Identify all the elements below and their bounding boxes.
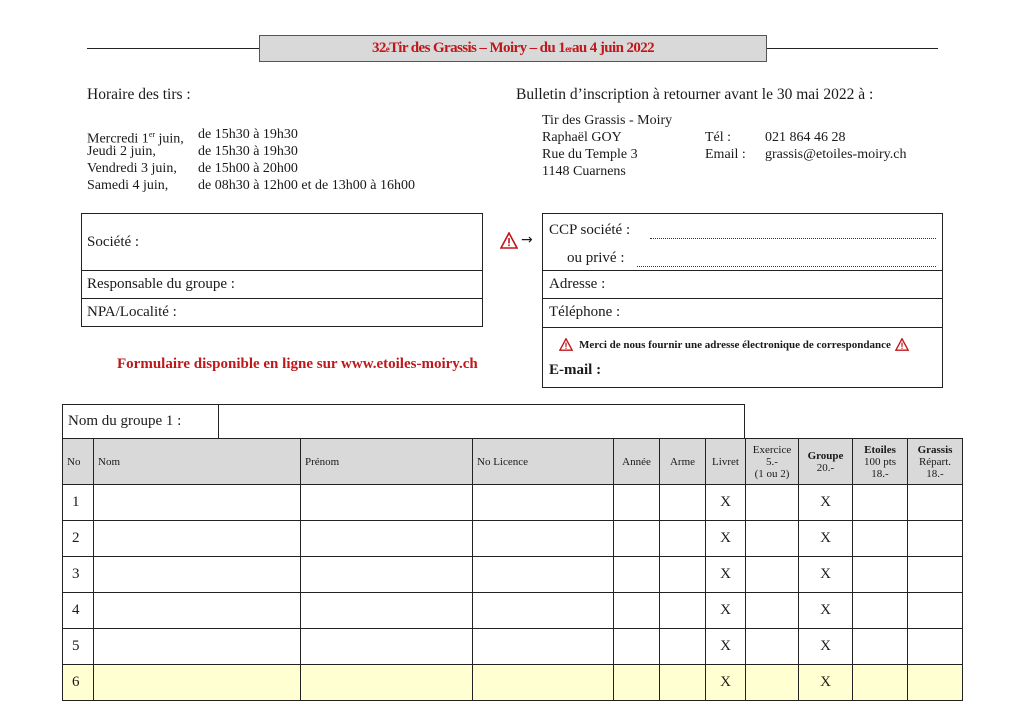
schedule-time: de 08h30 à 12h00 et de 13h00 à 16h00 xyxy=(198,178,415,193)
telephone-field[interactable]: Téléphone : xyxy=(549,304,621,320)
licence-cell[interactable] xyxy=(473,629,614,665)
table-row xyxy=(63,557,963,593)
arme-cell[interactable] xyxy=(660,593,706,629)
nom-cell[interactable] xyxy=(94,557,301,593)
table-row xyxy=(63,485,963,521)
responsable-field[interactable]: Responsable du groupe : xyxy=(87,276,235,292)
groupe-cell: X xyxy=(799,629,853,665)
arme-cell[interactable] xyxy=(660,665,706,701)
tel-label: Tél : xyxy=(705,130,732,145)
col-annee: Année xyxy=(614,439,660,485)
warning-icon xyxy=(500,232,518,249)
group-name-row xyxy=(62,404,745,439)
prenom-cell[interactable] xyxy=(301,485,473,521)
groupe-cell: X xyxy=(799,557,853,593)
bulletin-address-line: 1148 Cuarnens xyxy=(542,164,626,179)
npa-localite-field[interactable]: NPA/Localité : xyxy=(87,304,177,320)
annee-cell[interactable] xyxy=(614,665,660,701)
schedule-day: Jeudi 2 juin, xyxy=(87,144,156,159)
col-etoiles: Etoiles 100 pts 18.- xyxy=(853,439,908,485)
annee-cell[interactable] xyxy=(614,593,660,629)
etoiles-cell[interactable] xyxy=(853,593,908,629)
prenom-cell[interactable] xyxy=(301,593,473,629)
etoiles-cell[interactable] xyxy=(853,665,908,701)
email-field[interactable]: E-mail : xyxy=(549,362,602,378)
prenom-cell[interactable] xyxy=(301,557,473,593)
grassis-cell[interactable] xyxy=(908,521,963,557)
row-number: 4 xyxy=(63,593,94,629)
licence-cell[interactable] xyxy=(473,665,614,701)
nom-cell[interactable] xyxy=(94,521,301,557)
warning-arrow xyxy=(500,232,540,252)
licence-cell[interactable] xyxy=(473,593,614,629)
group-name-input[interactable] xyxy=(218,405,745,438)
arme-cell[interactable] xyxy=(660,485,706,521)
exercice-cell[interactable] xyxy=(746,485,799,521)
row-number: 6 xyxy=(63,665,94,701)
exercice-cell[interactable] xyxy=(746,665,799,701)
annee-cell[interactable] xyxy=(614,557,660,593)
row-number: 3 xyxy=(63,557,94,593)
arme-cell[interactable] xyxy=(660,521,706,557)
groupe-cell: X xyxy=(799,521,853,557)
adresse-field[interactable]: Adresse : xyxy=(549,276,606,292)
exercice-cell[interactable] xyxy=(746,521,799,557)
licence-cell[interactable] xyxy=(473,557,614,593)
col-exercice: Exercice 5.- (1 ou 2) xyxy=(746,439,799,485)
societe-field[interactable]: Société : xyxy=(87,234,140,250)
divider xyxy=(82,270,482,271)
col-livret: Livret xyxy=(706,439,746,485)
bulletin-address-line: Tir des Grassis - Moiry xyxy=(542,113,673,128)
prenom-cell[interactable] xyxy=(301,629,473,665)
annee-cell[interactable] xyxy=(614,521,660,557)
licence-cell[interactable] xyxy=(473,485,614,521)
etoiles-cell[interactable] xyxy=(853,557,908,593)
col-prenom: Prénom xyxy=(301,439,473,485)
tel-value: 021 864 46 28 xyxy=(765,130,846,145)
arme-cell[interactable] xyxy=(660,557,706,593)
divider xyxy=(543,298,942,299)
email-label: Email : xyxy=(705,147,746,162)
groupe-cell: X xyxy=(799,485,853,521)
schedule-heading: Horaire des tirs : xyxy=(87,86,191,103)
grassis-cell[interactable] xyxy=(908,629,963,665)
schedule-day: Mercredi 1er juin, xyxy=(87,130,184,147)
group-name-label: Nom du groupe 1 : xyxy=(68,413,182,429)
exercice-cell[interactable] xyxy=(746,629,799,665)
etoiles-cell[interactable] xyxy=(853,485,908,521)
groupe-cell: X xyxy=(799,665,853,701)
prenom-cell[interactable] xyxy=(301,521,473,557)
schedule-time: de 15h30 à 19h30 xyxy=(198,127,298,142)
nom-cell[interactable] xyxy=(94,629,301,665)
col-no: No xyxy=(63,439,94,485)
livret-cell: X xyxy=(706,665,746,701)
grassis-cell[interactable] xyxy=(908,485,963,521)
col-groupe: Groupe 20.- xyxy=(799,439,853,485)
row-number: 5 xyxy=(63,629,94,665)
nom-cell[interactable] xyxy=(94,665,301,701)
warning-icon xyxy=(559,338,573,351)
ccp-prive-line[interactable] xyxy=(637,266,936,267)
title-rule-left xyxy=(87,48,259,49)
livret-cell: X xyxy=(706,557,746,593)
grassis-cell[interactable] xyxy=(908,593,963,629)
table-row xyxy=(63,629,963,665)
col-licence: No Licence xyxy=(473,439,614,485)
group-info-box xyxy=(81,213,483,327)
participants-table xyxy=(62,438,963,701)
divider xyxy=(82,298,482,299)
arrow-right-icon: → xyxy=(521,232,533,248)
livret-cell: X xyxy=(706,629,746,665)
warning-icon xyxy=(895,338,909,351)
ccp-prive-field[interactable]: ou privé : xyxy=(567,250,625,266)
licence-cell[interactable] xyxy=(473,521,614,557)
email-notice xyxy=(559,338,909,351)
livret-cell: X xyxy=(706,485,746,521)
prenom-cell[interactable] xyxy=(301,665,473,701)
col-nom: Nom xyxy=(94,439,301,485)
table-header xyxy=(63,439,963,485)
livret-cell: X xyxy=(706,521,746,557)
bulletin-heading: Bulletin d’inscription à retourner avant le 30 mai 2022 à : xyxy=(516,86,874,103)
annee-cell[interactable] xyxy=(614,485,660,521)
grassis-cell[interactable] xyxy=(908,557,963,593)
col-grassis: Grassis Répart. 18.- xyxy=(908,439,963,485)
nom-cell[interactable] xyxy=(94,485,301,521)
grassis-cell[interactable] xyxy=(908,665,963,701)
table-row xyxy=(63,665,963,701)
page-title: 32 e Tir des Grassis – Moiry – du 1 er au 4 juin 2022 xyxy=(259,35,767,62)
bulletin-address-line: Rue du Temple 3 xyxy=(542,147,638,162)
email-value: grassis@etoiles-moiry.ch xyxy=(765,147,907,162)
table-row xyxy=(63,521,963,557)
row-number: 1 xyxy=(63,485,94,521)
online-form-notice: Formulaire disponible en ligne sur www.etoiles-moiry.ch xyxy=(117,356,478,372)
payment-info-box xyxy=(542,213,943,388)
row-number: 2 xyxy=(63,521,94,557)
schedule-time: de 15h30 à 19h30 xyxy=(198,144,298,159)
ccp-societe-line[interactable] xyxy=(650,238,936,239)
email-notice-text: Merci de nous fournir une adresse électronique de correspondance xyxy=(579,338,891,351)
title-rule-right xyxy=(767,48,938,49)
schedule-time: de 15h00 à 20h00 xyxy=(198,161,298,176)
etoiles-cell[interactable] xyxy=(853,521,908,557)
exercice-cell[interactable] xyxy=(746,593,799,629)
ccp-societe-field[interactable]: CCP société : xyxy=(549,222,631,238)
col-arme: Arme xyxy=(660,439,706,485)
arme-cell[interactable] xyxy=(660,629,706,665)
table-row xyxy=(63,593,963,629)
livret-cell: X xyxy=(706,593,746,629)
groupe-cell: X xyxy=(799,593,853,629)
nom-cell[interactable] xyxy=(94,593,301,629)
divider xyxy=(543,270,942,271)
etoiles-cell[interactable] xyxy=(853,629,908,665)
annee-cell[interactable] xyxy=(614,629,660,665)
divider xyxy=(543,327,942,328)
exercice-cell[interactable] xyxy=(746,557,799,593)
bulletin-address-line: Raphaël GOY xyxy=(542,130,622,145)
schedule-day: Samedi 4 juin, xyxy=(87,178,169,193)
schedule-day: Vendredi 3 juin, xyxy=(87,161,177,176)
